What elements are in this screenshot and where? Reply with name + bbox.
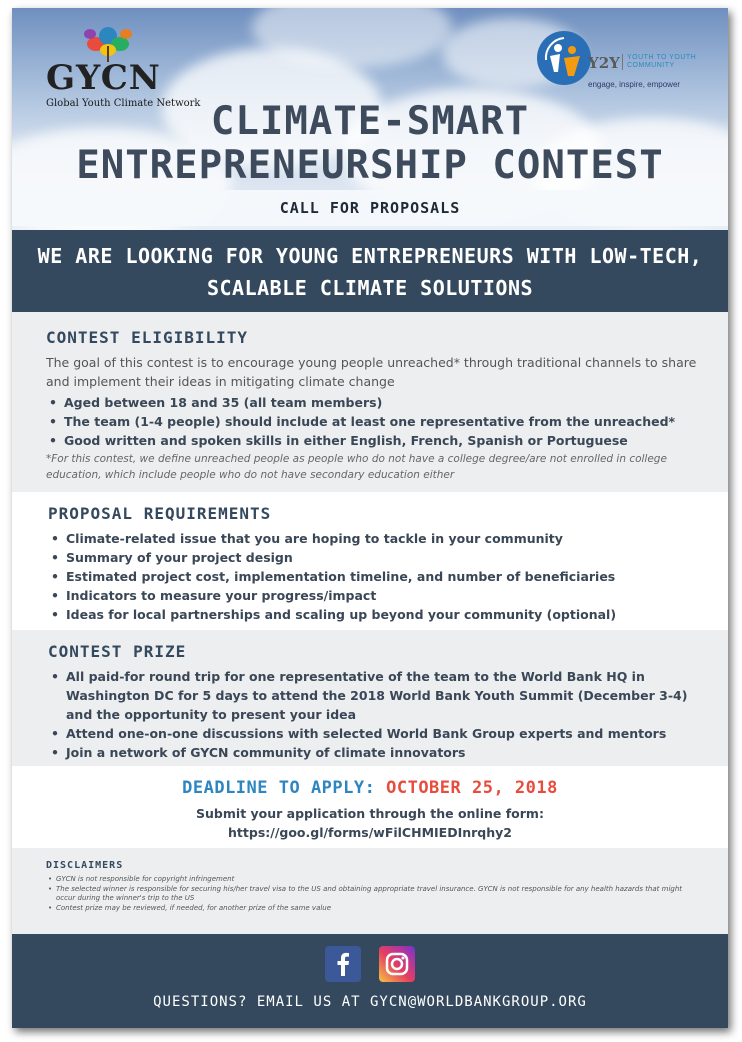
deadline-line — [12, 778, 728, 798]
call-for-proposals: CALL FOR PROPOSALS — [12, 190, 728, 226]
requirements-section — [12, 492, 728, 630]
list-item: • Summary of your project design — [48, 548, 698, 567]
deadline-section — [12, 766, 728, 848]
y2y-mark: Y2Y — [588, 54, 620, 72]
deadline-label: DEADLINE TO APPLY: — [182, 778, 376, 798]
gycn-leaves-icon — [78, 22, 138, 62]
disclaimers-list — [46, 875, 688, 913]
disclaimers-heading: DISCLAIMERS — [46, 860, 124, 871]
gycn-tagline: Global Youth Climate Network — [46, 98, 201, 109]
list-item: • Contest prize may be reviewed, if needed, for another prize of the same value — [46, 904, 688, 914]
list-item: • Estimated project cost, implementation timeline, and number of beneficiaries — [48, 567, 698, 586]
gycn-logo — [40, 22, 201, 112]
requirements-list — [48, 529, 698, 624]
list-item: • GYCN is not responsible for copyright infringement — [46, 875, 688, 885]
disclaimers-section — [12, 848, 728, 934]
prize-list — [48, 667, 698, 762]
list-item: • The team (1-4 people) should include at least one representative from the unreached* — [46, 412, 698, 431]
list-item: • Aged between 18 and 35 (all team members) — [46, 393, 698, 412]
list-item: • Attend one-on-one discussions with selected World Bank Group experts and mentors — [48, 724, 698, 743]
instagram-glyph — [379, 946, 415, 982]
instagram-icon[interactable] — [379, 946, 415, 982]
eligibility-intro: The goal of this contest is to encourage young people unreached* through traditional channels to share and implement their ideas in mitigating climate change — [46, 355, 697, 389]
list-item: • Ideas for local partnerships and scaling up beyond your community (optional) — [48, 605, 698, 624]
y2y-logo — [530, 30, 714, 100]
eligibility-section — [12, 312, 728, 492]
title-line-1: CLIMATE-SMART — [210, 99, 530, 144]
y2y-name: YOUTH TO YOUTH COMMUNITY — [622, 54, 702, 70]
eligibility-heading: CONTEST ELIGIBILITY — [46, 328, 249, 347]
y2y-badge-icon — [536, 30, 592, 86]
requirements-heading: PROPOSAL REQUIREMENTS — [48, 504, 272, 523]
footer — [12, 934, 728, 1028]
list-item: • All paid-for round trip for one representative of the team to the World Bank HQ in Washington DC for 5 days to attend the 2018 World Bank Youth Summit (December 3-4) and the opportunity to present your idea — [48, 667, 698, 724]
submit-instructions: Submit your application through the online form: — [196, 806, 544, 821]
header-sky — [12, 8, 728, 230]
contact-email[interactable]: QUESTIONS? EMAIL US AT GYCN@WORLDBANKGROUP.ORG — [153, 994, 587, 1010]
facebook-icon[interactable] — [325, 946, 361, 982]
list-item: • Indicators to measure your progress/impact — [48, 586, 698, 605]
flyer-page — [12, 8, 728, 1028]
list-item: • Climate-related issue that you are hoping to tackle in your community — [48, 529, 698, 548]
deadline-date: OCTOBER 25, 2018 — [386, 778, 558, 798]
list-item: • Good written and spoken skills in either English, French, Spanish or Portuguese — [46, 431, 698, 450]
prize-section — [12, 630, 728, 766]
eligibility-footnote: *For this contest, we define unreached people as people who do not have a college degree/are not enrolled in college education, which include people who do not have secondary education either — [46, 453, 667, 481]
title-line-2: ENTREPRENEURSHIP CONTEST — [76, 143, 664, 188]
banner-line-1: WE ARE LOOKING FOR YOUNG ENTREPRENEURS WITH LOW-TECH, — [37, 244, 703, 268]
y2y-slogan: engage, inspire, empower — [588, 80, 681, 89]
prize-heading: CONTEST PRIZE — [48, 642, 187, 661]
page-title — [12, 100, 728, 188]
eligibility-list — [46, 393, 698, 450]
list-item: • Join a network of GYCN community of climate innovators — [48, 743, 698, 762]
facebook-glyph — [325, 946, 361, 982]
banner-line-2: SCALABLE CLIMATE SOLUTIONS — [206, 276, 534, 300]
application-form-link[interactable]: https://goo.gl/forms/wFilCHMIEDInrqhy2 — [228, 825, 512, 840]
looking-for-banner — [12, 230, 728, 312]
list-item: • The selected winner is responsible for securing his/her travel visa to the US and obtaining appropriate travel insurance. GYCN is not responsible for any health hazards that might occur during the winner's trip to the US — [46, 885, 688, 904]
gycn-wordmark: GYCN — [46, 58, 161, 98]
